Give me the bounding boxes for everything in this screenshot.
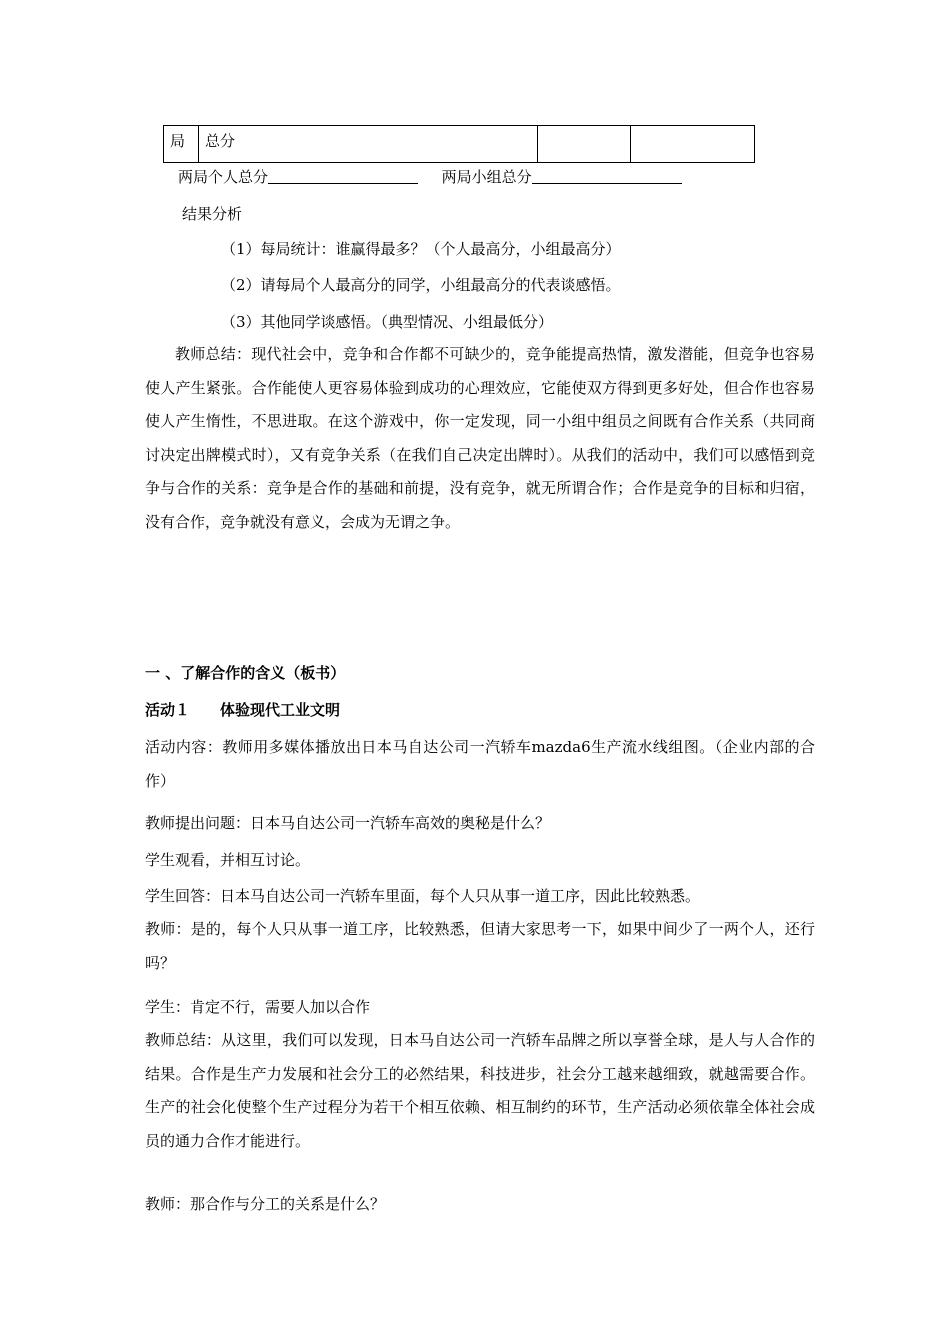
teacher-summary-paragraph: 教师总结：现代社会中，竞争和合作都不可缺少的，竞争能提高热情，激发潜能，但竞争也容易使人产生紧张。合作能使人更容易体验到成功的心理效应，它能使双方得到更多好处，但合作也容易使人产生惰性，不思进取。在这个游戏中，你一定发现，同一小组中组员之间既有合作关系（共同商讨决定出牌模式时），又有竞争关系（在我们自己决定出牌时）。从我们的活动中，我们可以感悟到竞争与合作的关系：竞争是合作的基础和前提，没有竞争，就无所谓合作；合作是竞争的目标和归宿，没有合作，竞争就没有意义，会成为无谓之争。 [145, 345, 815, 531]
analysis-item: （2）请每局个人最高分的同学，小组最高分的代表谈感悟。 [221, 276, 621, 294]
teacher-question: 教师提出问题：日本马自达公司一汽轿车高效的奥秘是什么？ [145, 814, 551, 832]
student-action: 学生观看，并相互讨论。 [145, 851, 311, 869]
group-total-label: 两局小组总分 [441, 168, 532, 186]
analysis-heading: 结果分析 [182, 205, 243, 223]
activity-content-paragraph: 活动内容：教师用多媒体播放出日本马自达公司一汽轿车mazda6生产流水线组图。（企业内部的合作） [145, 738, 815, 790]
table-cell-total: 总分 [199, 126, 538, 163]
teacher-summary-2-paragraph: 教师总结：从这里，我们可以发现，日本马自达公司一汽轿车品牌之所以享誉全球，是人与人合作的结果。合作是生产力发展和社会分工的必然结果，科技进步，社会分工越来越细致，就越需要合作。生产的社会化使整个生产过程分为若干个相互依赖、相互制约的环节，生产活动必须依靠全体社会成员的通力合作才能进行。 [145, 1031, 815, 1150]
teacher-final-question: 教师：那合作与分工的关系是什么？ [145, 1195, 386, 1213]
individual-total-blank [268, 169, 418, 184]
group-total-blank [532, 169, 682, 184]
student-reply: 学生：肯定不行，需要人加以合作 [145, 998, 371, 1016]
individual-total-label: 两局个人总分 [178, 168, 269, 186]
totals-line [178, 166, 682, 187]
student-answer: 学生回答：日本马自达公司一汽轿车里面，每个人只从事一道工序，因此比较熟悉。 [145, 887, 701, 905]
teacher-followup-paragraph: 教师：是的，每个人只从事一道工序，比较熟悉，但请大家思考一下，如果中间少了一两个人，还行吗？ [145, 920, 815, 972]
analysis-item: （3）其他同学谈感悟。（典型情况、小组最低分） [221, 313, 554, 331]
analysis-item: （1）每局统计：谁赢得最多？（个人最高分，小组最高分） [221, 240, 621, 258]
table-cell-blank [538, 126, 631, 163]
table-row [164, 126, 755, 163]
table-cell-round: 局 [164, 126, 199, 163]
score-table [163, 125, 755, 163]
table-cell-blank [631, 126, 755, 163]
activity-title: 活动１ 体验现代工业文明 [145, 701, 341, 719]
section-heading: 一 、了解合作的含义（板书） [145, 664, 346, 682]
